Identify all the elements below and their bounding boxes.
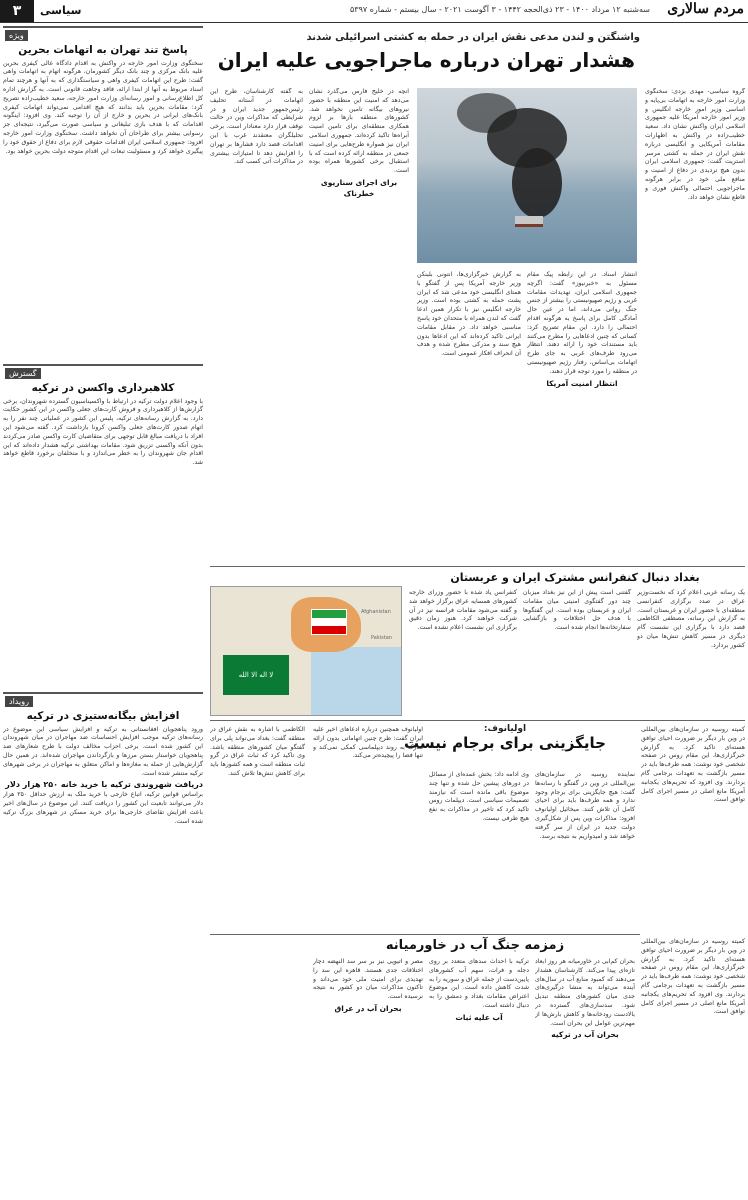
section-divider [210, 720, 745, 721]
lead-subhead-3: برای اجرای سناریوی خطرناک [320, 177, 398, 198]
lead-intro: گروه سیاسی- مهدی یزدی: سخنگوی وزارت امور خارجه به اتهامات بی‌پایه و اساسی وزیر امور خارجه انگلیس و وزیر امور خارجه آمریکا علیه جمهوری اسلامی ایران واکنش نشان داد. سعید خطیب‌زاده در واکنش به اظهارات مقامات آمریکایی و انگلیسی درباره نقش ایران در حمله به کشتی مرسر استریت گفت: جمهوری اسلامی ایران بدون هیچ تردیدی در دفاع از امنیت و منافع ملی خود در برابر هرگونه ماجراجویی احتمالی واکنش فوری و قاطع نشان خواهد داد. [645, 88, 745, 201]
water-col-3 [313, 958, 423, 1188]
region-map [210, 586, 402, 716]
water-subhead-1: بحران آب در ترکیه [551, 1030, 619, 1040]
main-content [210, 26, 745, 1196]
page-number: ۳ [0, 0, 34, 22]
tanker-ship [515, 216, 543, 227]
sidebar-title-bahrain: پاسخ تند تهران به اتهامات بحرین [18, 44, 188, 56]
sidebar-section-xenophobia [3, 692, 203, 1196]
conference-col-3: کنفرانس یاد شده با حضور وزرای خارجه کشورهای همسایه عراق برگزار خواهد شد و گفته می‌شود مقامات فرانسه نیز در آن شرکت خواهند کرد. هنوز زمان دقیق برگزاری این نشست اعلام نشده است. [409, 589, 517, 632]
issue-line: سه‌شنبه ۱۲ مرداد ۱۴۰۰ - ۲۳ ذی‌الحجه ۱۴۴۲ - ۳ آگوست ۲۰۲۱ - سال بیستم - شماره ۵۳۹۷ [349, 5, 650, 14]
sidebar-title-xenophobia: افزایش بیگانه‌ستیزی در ترکیه [26, 710, 180, 722]
section-divider [210, 934, 640, 935]
water-col-1-text: بحران کم‌آبی در خاورمیانه هر روز ابعاد تازه‌ای پیدا می‌کند. کارشناسان هشدار می‌دهند که کمبود منابع آب در سال‌های آینده می‌تواند به منشا درگیری‌های جدی میان کشورهای منطقه تبدیل شود. سدسازی‌های گسترده در بالادست رودخانه‌ها و کاهش بارش‌ها از مهم‌ترین عوامل این بحران است. [535, 958, 635, 1027]
right-column-text-2: الکاظمی با اشاره به نقش عراق در منطقه گفت: بغداد می‌تواند پلی برای گفتگو میان کشورهای منطقه باشد. وی تاکید کرد که ثبات عراق در گرو ثبات منطقه است و همه کشورها باید برای کاهش تنش‌ها تلاش کنند. [210, 726, 305, 777]
tanker-fire-photo [417, 88, 637, 263]
sidebar-text-citizenship: براساس قوانین ترکیه، اتباع خارجی با خرید ملک به ارزش حداقل ۲۵۰ هزار دلار می‌توانند تابعیت این کشور را دریافت کنند. این موضوع در سال‌های اخیر باعث افزایش تقاضای خارجی‌ها برای خرید مسکن در شهرهای بزرگ ترکیه شده است. [3, 791, 203, 825]
lead-col-3 [309, 88, 409, 562]
map-label-afghanistan: Afghanistan [361, 609, 391, 615]
water-subhead-2: آب علیه ثبات [455, 1012, 503, 1022]
lead-col-3-text: آنچه در خلیج فارس می‌گذرد نشان می‌دهد که امنیت این منطقه با حضور نیروهای بیگانه تامین نخواهد شد. کشورهای منطقه بارها بر لزوم همکاری منطقه‌ای برای تامین امنیت آبراه‌ها تاکید کرده‌اند. جمهوری اسلامی ایران نیز همواره طرح‌هایی برای امنیت جمعی در منطقه ارائه کرده است که با استقبال برخی کشورها همراه بوده است. [309, 88, 409, 175]
jcpoa-col-3: اولیانوف همچنین درباره ادعاهای اخیر علیه ایران گفت: طرح چنین اتهاماتی بدون ارائه مدرک به روند دیپلماسی کمکی نمی‌کند و تنها فضا را پیچیده‌تر می‌کند. [313, 726, 423, 760]
smoke-plume [457, 93, 517, 133]
section-tag: ویژه [5, 30, 28, 41]
sidebar-title-vaccine: کلاهبرداری واکسن در ترکیه [31, 382, 175, 394]
sidebar [3, 26, 203, 1196]
lead-kicker: واشنگتن و لندن مدعی نقش ایران در حمله به کشتی اسرائیلی شدند [306, 32, 640, 43]
jcpoa-col-1: نماینده روسیه در سازمان‌های بین‌المللی در وین در گفتگو با رسانه‌ها گفت: هیچ جایگزینی برای برجام وجود ندارد و همه طرف‌ها باید برای احیای کامل آن تلاش کنند. میخائیل اولیانوف افزود: مذاکرات وین پس از شکل‌گیری دولت جدید در ایران از سر گرفته خواهد شد و امیدواریم به نتیجه برسد. [535, 771, 635, 840]
jcpoa-col-2: وی ادامه داد: بخش عمده‌ای از مسائل در دورهای پیشین حل شده و تنها چند موضوع باقی مانده است که نیازمند تصمیمات سیاسی است. دیپلمات روس تاکید کرد که تاخیر در مذاکرات به نفع هیچ طرفی نیست. [429, 771, 529, 822]
sidebar-text-xenophobia: ورود پناهجویان افغانستانی به ترکیه و افزایش سیاسی این موضوع در رسانه‌های ترکیه موجب افزایش احساسات ضد مهاجران در میان شهروندان این کشور شده است. برخی احزاب مخالف دولت با طرح شعارهای ضد پناهجویان خواستار بستن مرزها و بازگرداندن مهاجران شده‌اند. در همین حال گزارش‌هایی از حمله به مغازه‌ها و اماکن متعلق به مهاجران در برخی شهرهای ترکیه منتشر شده است. [3, 725, 203, 777]
water-col-2 [429, 958, 529, 1188]
right-column-text-3: کمیته روسیه در سازمان‌های بین‌المللی در وین بار دیگر بر ضرورت احیای توافق هسته‌ای تاکید کرد. به گزارش خبرگزاری‌ها، این مقام روس در صفحه شخصی خود نوشت: همه طرف‌ها باید در مسیر بازگشت به تعهدات برجامی گام بردارند. وی افزود که تحریم‌های یکجانبه آمریکا مانع اصلی در مسیر اجرای کامل توافق است. [641, 938, 745, 1016]
sidebar-section-vaccine [3, 364, 203, 688]
jcpoa-kicker: اولیانوف: [483, 724, 527, 734]
lead-subhead-1: انتظار امنیت آمریکا [546, 378, 618, 388]
section-tag: گسترش [5, 368, 41, 379]
smoke-plume [512, 148, 562, 218]
jcpoa-headline: جایگزینی برای برجام نیست [404, 734, 606, 752]
water-col-3-text: مصر و اتیوپی نیز بر سر سد النهضه دچار اختلافات جدی هستند. قاهره این سد را تهدیدی برای امنیت ملی خود می‌داند و تاکنون مذاکرات میان دو کشور به نتیجه نرسیده است. [313, 958, 423, 1001]
saudi-flag-icon: لا اله الا الله [223, 655, 289, 695]
water-col-1 [535, 958, 635, 1188]
lead-col-1 [527, 271, 637, 561]
sidebar-section-bahrain [3, 26, 203, 360]
conference-col-1: یک رسانه عربی اعلام کرد که نخست‌وزیر عراق در صدد برگزاری کنفرانسی منطقه‌ای با حضور ایران و عربستان است. به گزارش این رسانه، مصطفی الکاظمی قصد دارد با برگزاری این نشست گام دیگری در مسیر کاهش تنش‌ها میان دو کشور بردارد. [637, 589, 745, 649]
section-tag: رویداد [5, 696, 33, 707]
paper-name: مردم سالاری [667, 1, 744, 17]
section-name: سیاسی [40, 4, 82, 17]
lead-col-2: به گزارش خبرگزاری‌ها، آنتونی بلینکن وزیر خارجه آمریکا پس از گفتگو با همتای انگلیسی خود مدعی شد که ایران پشت حمله به کشتی بوده است. وزیر خارجه انگلیس نیز با تکرار همین ادعا گفت که لندن همراه با متحدان خود پاسخ مناسبی خواهد داد. در مقابل مقامات ایرانی تاکید کرده‌اند که این ادعاها بدون هیچ سند و مدرکی مطرح شده و هدف آن انحراف افکار عمومی است. [417, 271, 521, 358]
lead-col-1-text: انتشار اسناد. در این رابطه پیک مقام مسئول به «خبرنیوز» گفت: اگرچه جمهوری اسلامی ایران، تهدیدات مقامات غربی و رژیم صهیونیستی را بیشتر از جنس جنگ روانی می‌داند، اما در عین حال آمادگی کامل برای پاسخ به هرگونه اقدام احتمالی را دارد. این مقام تصریح کرد: کسانی که چنین ادعاهایی را مطرح می‌کنند باید مستندات خود را ارائه دهند. انتظار می‌رود طرف‌های غربی به جای طرح اتهامات بی‌اساس، رفتار رژیم صهیونیستی در منطقه را مورد توجه قرار دهند. [527, 271, 637, 375]
sidebar-text-bahrain: سخنگوی وزارت امور خارجه در واکنش به اقدام دادگاه عالی کیفری بحرین علیه بانک مرکزی و چند بانک دیگر کشورمان، هرگونه اتهام به اتهامات واهی گفت: طرح این اتهامات کیفری واهی و سیاستگذاری که به آنها و هرچند تمام اسناد مربوط به آنها از ابتدا ارائه، فاقد وجاهت قانونی است. به گزارش اداره کل اطلاع‌رسانی و امور رسانه‌ای وزارت امور خارجه، سعید خطیب‌زاده تصریح کرد: مقامات بحرین باید بدانند که هیچ اقدامی نمی‌تواند اتهامات کیفری بانک‌های ایرانی در بحرین و خارج از آن را توجیه کند. وی افزود: اینگونه اقدامات که با هدف بازی تبلیغاتی و سیاسی صورت می‌گیرد، نتیجه‌ای جز رسوایی بیشتر برای طراحان آن نخواهد داشت. سخنگوی وزارت امور خارجه افزود: جمهوری اسلامی ایران اقدامات حقوقی لازم برای دفاع از حقوق خود را پیگیری خواهد کرد و مسئولیت تبعات این اقدام متوجه دولت بحرین خواهد بود. [3, 59, 203, 155]
map-label-pakistan: Pakistan [371, 635, 392, 641]
lead-col-4: به گفته کارشناسان، طرح این اتهامات در آستانه تحلیف رئیس‌جمهور جدید ایران و در شرایطی که مذاکرات وین در حالت توقف قرار دارد معنادار است. برخی تحلیلگران معتقدند غرب با این اقدامات قصد دارد فشارها بر تهران را افزایش دهد تا امتیازات بیشتری در مذاکرات آتی کسب کند. [210, 88, 303, 166]
sidebar-text-vaccine: با وجود اعلام دولت ترکیه در ارتباط با واکسیناسیون گسترده شهروندان، برخی گزارش‌ها از کلاهبرداری و فروش کارت‌های جعلی واکسن در این کشور حکایت دارد. به گزارش رسانه‌های ترکیه، پلیس این کشور در عملیاتی چند نفر را به اتهام صدور کارت‌های جعلی واکسن کرونا بازداشت کرد. گفته می‌شود این افراد با دریافت مبالغ قابل توجهی برای متقاضیان کارت واکسن صادر می‌کردند بدون آنکه واکسنی تزریق شود. مقامات بهداشتی ترکیه هشدار داده‌اند که این اقدام جان شهروندان را به خطر می‌اندازد و با متخلفان برخورد قاطع خواهد شد. [3, 397, 203, 467]
section-divider [210, 566, 745, 567]
conference-col-2: گفتنی است پیش از این نیز بغداد میزبان چند دور گفتگوی امنیتی میان مقامات ایران و عربستان بوده است. این گفتگوها با هدف حل اختلافات و بازگشایی سفارتخانه‌ها انجام شده است. [523, 589, 631, 632]
right-column-text-1: کمیته روسیه در سازمان‌های بین‌المللی در وین بار دیگر بر ضرورت احیای توافق هسته‌ای تاکید کرد. به گزارش خبرگزاری‌ها، این مقام روس در صفحه شخصی خود نوشت: همه طرف‌ها باید در مسیر بازگشت به تعهدات برجامی گام بردارند. وی افزود که تحریم‌های یکجانبه آمریکا مانع اصلی در مسیر اجرای کامل توافق است. [641, 726, 745, 804]
water-war-headline: زمزمه جنگ آب در خاورمیانه [385, 938, 565, 953]
sidebar-subhead-citizenship: دریافت شهروندی ترکیه با خرید خانه ۲۵۰ هزار دلار [5, 780, 203, 790]
water-col-2-text: ترکیه با احداث سدهای متعدد بر روی دجله و فرات، سهم آب کشورهای پایین‌دست از جمله عراق و سوریه را به شدت کاهش داده است. این موضوع اعتراض مقامات بغداد و دمشق را به دنبال داشته است. [429, 958, 529, 1009]
conference-headline: بغداد دنبال کنفرانس مشترک ایران و عربستان [450, 571, 700, 584]
masthead [0, 0, 748, 23]
water-subhead-3: بحران آب در عراق [334, 1003, 402, 1013]
iran-flag-icon [311, 609, 347, 635]
lead-headline: هشدار تهران درباره ماجراجویی علیه ایران [217, 48, 635, 72]
